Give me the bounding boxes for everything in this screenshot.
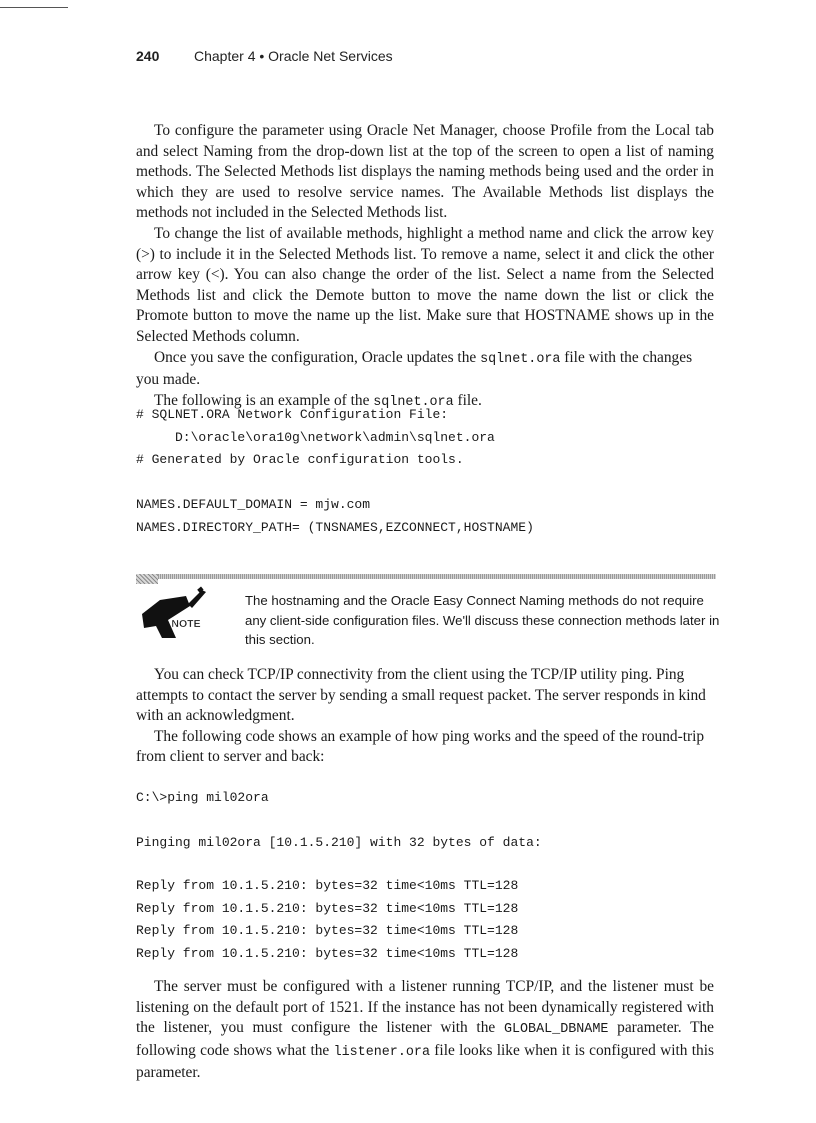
- code-line: # Generated by Oracle configuration tools.: [136, 452, 464, 467]
- ping-reply: Reply from 10.1.5.210: bytes=32 time<10ms TTL=128: [136, 945, 519, 961]
- ping-replies: [136, 875, 518, 965]
- note-icon-label: NOTE: [171, 618, 201, 630]
- ping-section: [136, 665, 714, 768]
- chapter-title: Chapter 4 • Oracle Net Services: [194, 48, 393, 64]
- paragraph-change-methods: To change the list of available methods, highlight a method name and click the arrow key (>) to include it in the Selected Methods list. To remove a name, select it and click the other arrow key (<). You can also change the order of the list. Select a name from the Selected Methods list and click the Demote button to move the name down the list or click the Promote button to move the name up the list. Make sure that HOSTNAME shows up in the Selected Methods column.: [136, 224, 714, 345]
- sqlnet-code-block: [136, 404, 534, 539]
- note-text: The hostnaming and the Oracle Easy Connect Naming methods do not require any client-side configuration files. We'll discuss these connection methods later in this section.: [245, 593, 720, 648]
- inline-code: GLOBAL_DBNAME: [503, 1022, 609, 1038]
- ping-reply: Reply from 10.1.5.210: bytes=32 time<10ms TTL=128: [136, 900, 519, 916]
- paragraph-ping: You can check TCP/IP connectivity from the client using the TCP/IP utility ping. Ping attempts to contact the server by sending a small request packet. The server responds in kind with an acknowledgment.: [136, 666, 706, 725]
- page-number: 240: [136, 48, 160, 64]
- listener-section: [136, 977, 714, 1084]
- code-line: NAMES.DIRECTORY_PATH= (TNSNAMES,EZCONNECT,HOSTNAME): [136, 519, 534, 535]
- inline-code: sqlnet.ora: [480, 351, 561, 367]
- code-line: [136, 472, 534, 495]
- paragraph-net-manager: To configure the parameter using Oracle Net Manager, choose Profile from the Local tab and select Naming from the drop-down list at the top of the screen to open a list of naming methods. The Selected Methods list displays the naming methods being used and the order in which they are used to resolve service names. The Available Methods list displays the methods not included in the Selected Methods list.: [136, 122, 714, 222]
- ping-reply: Reply from 10.1.5.210: bytes=32 time<10ms TTL=128: [136, 923, 519, 938]
- note-divider-cap: [136, 574, 158, 584]
- paragraph-listener: The server must be configured with a listener running TCP/IP, and the listener must be listening on the default port of 1521. If the instance has not been dynamically registered with the listener, you must configure the listener with the GLOBAL_DBNAME parameter. The following code shows what the listener.ora file looks like when it is configured with this parameter.: [136, 978, 714, 1082]
- running-header: [136, 48, 393, 64]
- code-line: NAMES.DEFAULT_DOMAIN = mjw.com: [136, 497, 371, 512]
- inline-code: sqlnet.ora: [373, 394, 454, 410]
- paragraph-ping-example: The following code shows an example of how ping works and the speed of the round-trip from client to server and back:: [136, 727, 705, 766]
- inline-code: listener.ora: [333, 1044, 430, 1060]
- code-line: D:\oracle\ora10g\network\admin\sqlnet.ora: [136, 429, 495, 445]
- code-line: # SQLNET.ORA Network Configuration File:: [136, 407, 449, 422]
- note-icon: [140, 586, 208, 638]
- paragraph-example-intro: The following is an example of the sqlnet.ora file.: [154, 391, 482, 410]
- ping-command: C:\>ping mil02ora: [136, 790, 269, 805]
- ping-reply: Reply from 10.1.5.210: bytes=32 time<10ms TTL=128: [136, 878, 519, 893]
- intro-section: [136, 121, 714, 413]
- ping-status: Pinging mil02ora [10.1.5.210] with 32 bytes of data:: [136, 835, 542, 850]
- note-divider: [136, 574, 716, 579]
- paragraph-save-config: Once you save the configuration, Oracle updates the sqlnet.ora file with the changes you made.: [136, 348, 693, 389]
- corner-rule: [0, 7, 68, 8]
